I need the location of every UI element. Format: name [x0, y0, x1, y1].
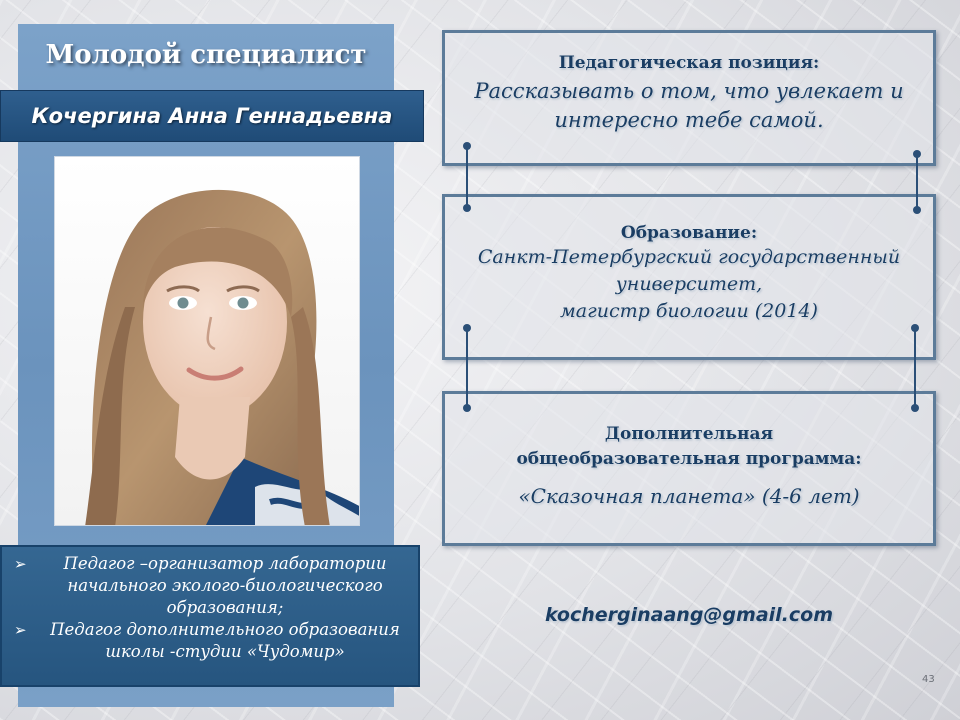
- connector-dot: [911, 324, 919, 332]
- connector-dot: [463, 324, 471, 332]
- education-line: университет,: [615, 273, 763, 295]
- connector-dot: [913, 206, 921, 214]
- panel-title: Молодой специалист: [45, 40, 367, 70]
- program-heading: общеобразовательная программа:: [516, 449, 862, 469]
- email-address[interactable]: kocherginaang@gmail.com: [544, 604, 834, 626]
- role-text: Педагог дополнительного образования школы -студии «Чудомир»: [50, 620, 400, 661]
- slide-number: 43: [922, 674, 935, 685]
- name-banner: [0, 90, 424, 142]
- role-text: Педагог –организатор лаборатории начального эколого-биологического образования;: [63, 554, 387, 617]
- connector-dot: [913, 150, 921, 158]
- connector-dot: [911, 404, 919, 412]
- connector-dot: [463, 142, 471, 150]
- education-line: Санкт-Петербургский государственный: [477, 246, 901, 268]
- connector-line: [914, 328, 916, 408]
- program-heading: Дополнительная: [604, 424, 774, 444]
- portrait-photo: [54, 156, 360, 526]
- role-item: [12, 619, 408, 663]
- connector-line: [466, 328, 468, 408]
- connector-dot: [463, 404, 471, 412]
- education-heading: Образование:: [620, 223, 758, 243]
- connector-dot: [463, 204, 471, 212]
- role-item: [12, 553, 408, 619]
- position-text: Рассказывать о том, что увлекает и интересно тебе самой.: [474, 79, 904, 132]
- position-heading: Педагогическая позиция:: [558, 53, 820, 73]
- position-box: [442, 30, 936, 166]
- arrow-bullet-icon: ➢: [14, 555, 27, 573]
- connector-line: [466, 146, 468, 208]
- program-text: «Сказочная планета» (4-6 лет): [518, 484, 860, 508]
- education-box: [442, 194, 936, 360]
- portrait-illustration: [55, 157, 360, 526]
- roles-box: [0, 545, 420, 687]
- education-line: магистр биологии (2014): [560, 300, 818, 322]
- connector-line: [916, 154, 918, 210]
- arrow-bullet-icon: ➢: [14, 621, 27, 639]
- program-box: [442, 391, 936, 546]
- person-name: Кочергина Анна Геннадьевна: [31, 104, 393, 128]
